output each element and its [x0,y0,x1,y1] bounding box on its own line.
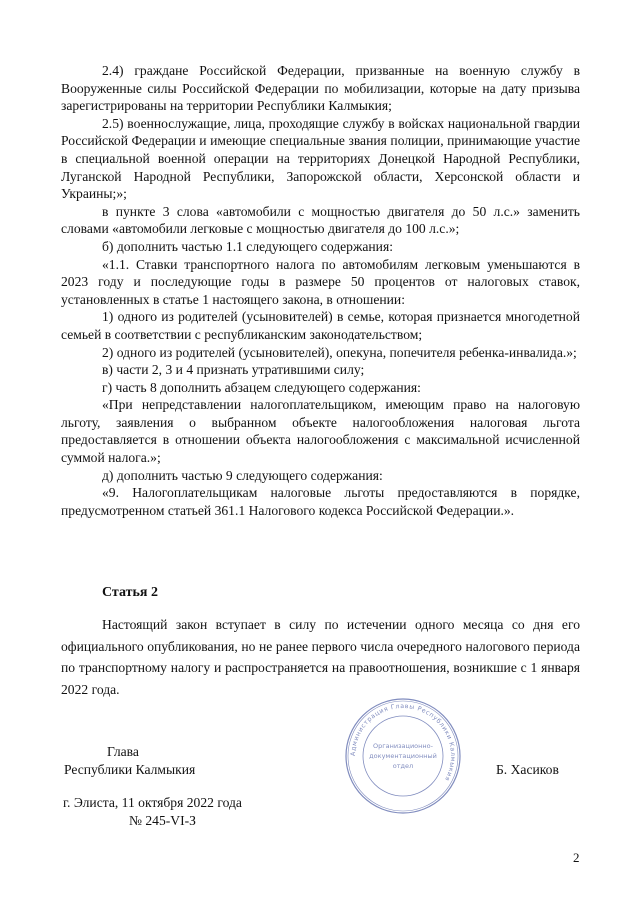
signing-place-date: г. Элиста, 11 октября 2022 года [63,795,242,810]
paragraph-2-4: 2.4) граждане Российской Федерации, призванные на военную службу в Вооруженные силы Российской Федерации по мобилизации, которые на дату призыва зарегистрированы на территории Республики Калмыкия; [61,63,580,114]
svg-text:Организационно-: Организационно- [372,742,434,750]
document-number: № 245-VI-З [129,813,196,828]
paragraph-quote: «При непредставлении налогоплательщиком, имеющим право на налоговую льготу, заявления о выбранном объекте налогообложения налоговая льгота предоставляется в отношении объекта налогообложения с максимальной исчисленной суммой налога.»; [61,397,580,466]
paragraph-1-1: «1.1. Ставки транспортного налога по автомобилям легковым уменьшаются в 2023 году и последующие годы в размере 50 процентов от налоговых ставок, установленных в статье 1 настоящего закона, в отношении: [61,256,580,307]
paragraph-d: д) дополнить частью 9 следующего содержания: [102,467,383,483]
paragraph-g: г) часть 8 дополнить абзацем следующего содержания: [102,379,421,395]
paragraph-9: «9. Налогоплательщикам налоговые льготы предоставляются в порядке, предусмотренном статьей 361.1 Налогового кодекса Российской Федерации.». [61,485,580,518]
paragraph-b: б) дополнить частью 1.1 следующего содержания: [102,238,393,254]
signatory-name: Б. Хасиков [496,762,559,777]
svg-text:Администрация Главы Республики: Администрация Главы Республики Калмыкия [349,702,457,783]
paragraph-2-5: 2.5) военнослужащие, лица, проходящие службу в войсках национальной гвардии Российской Федерации и имеющие специальные звания полиции, принимающие участие в специальной военной операции на территориях Донецкой Народной Республики, Луганской Народной Республики, Запорожской области, Херсонской области и Украины;»; [61,115,580,202]
official-seal-stamp [343,696,463,816]
svg-text:документационный: документационный [369,752,437,760]
paragraph-point-3: в пункте 3 слова «автомобили с мощностью двигателя до 50 л.с.» заменить словами «автомобили легковые с мощностью двигателя до 100 л.с.»; [61,203,580,237]
document-body [61,62,580,519]
page-number: 2 [573,850,580,865]
signature-role-line2: Республики Калмыкия [64,762,196,777]
article-2-title: Статья 2 [102,585,158,600]
article-2-paragraph: Настоящий закон вступает в силу по истечении одного месяца со дня его официального опубликования, но не ранее первого числа очередного налогового периода по транспортному налогу и распространяется на правоотношения, возникшие с 1 января 2022 года. [61,617,580,697]
signature-role-line1: Глава [107,744,139,759]
paragraph-item-2: 2) одного из родителей (усыновителей), опекуна, попечителя ребенка-инвалида.»; [102,344,577,360]
svg-text:отдел: отдел [392,762,414,770]
article-2-body [61,614,580,700]
paragraph-v: в) части 2, 3 и 4 признать утратившими силу; [102,362,365,378]
paragraph-item-1: 1) одного из родителей (усыновителей) в семье, которая признается многодетной семьей в соответствии с республиканским законодательством; [61,309,580,342]
